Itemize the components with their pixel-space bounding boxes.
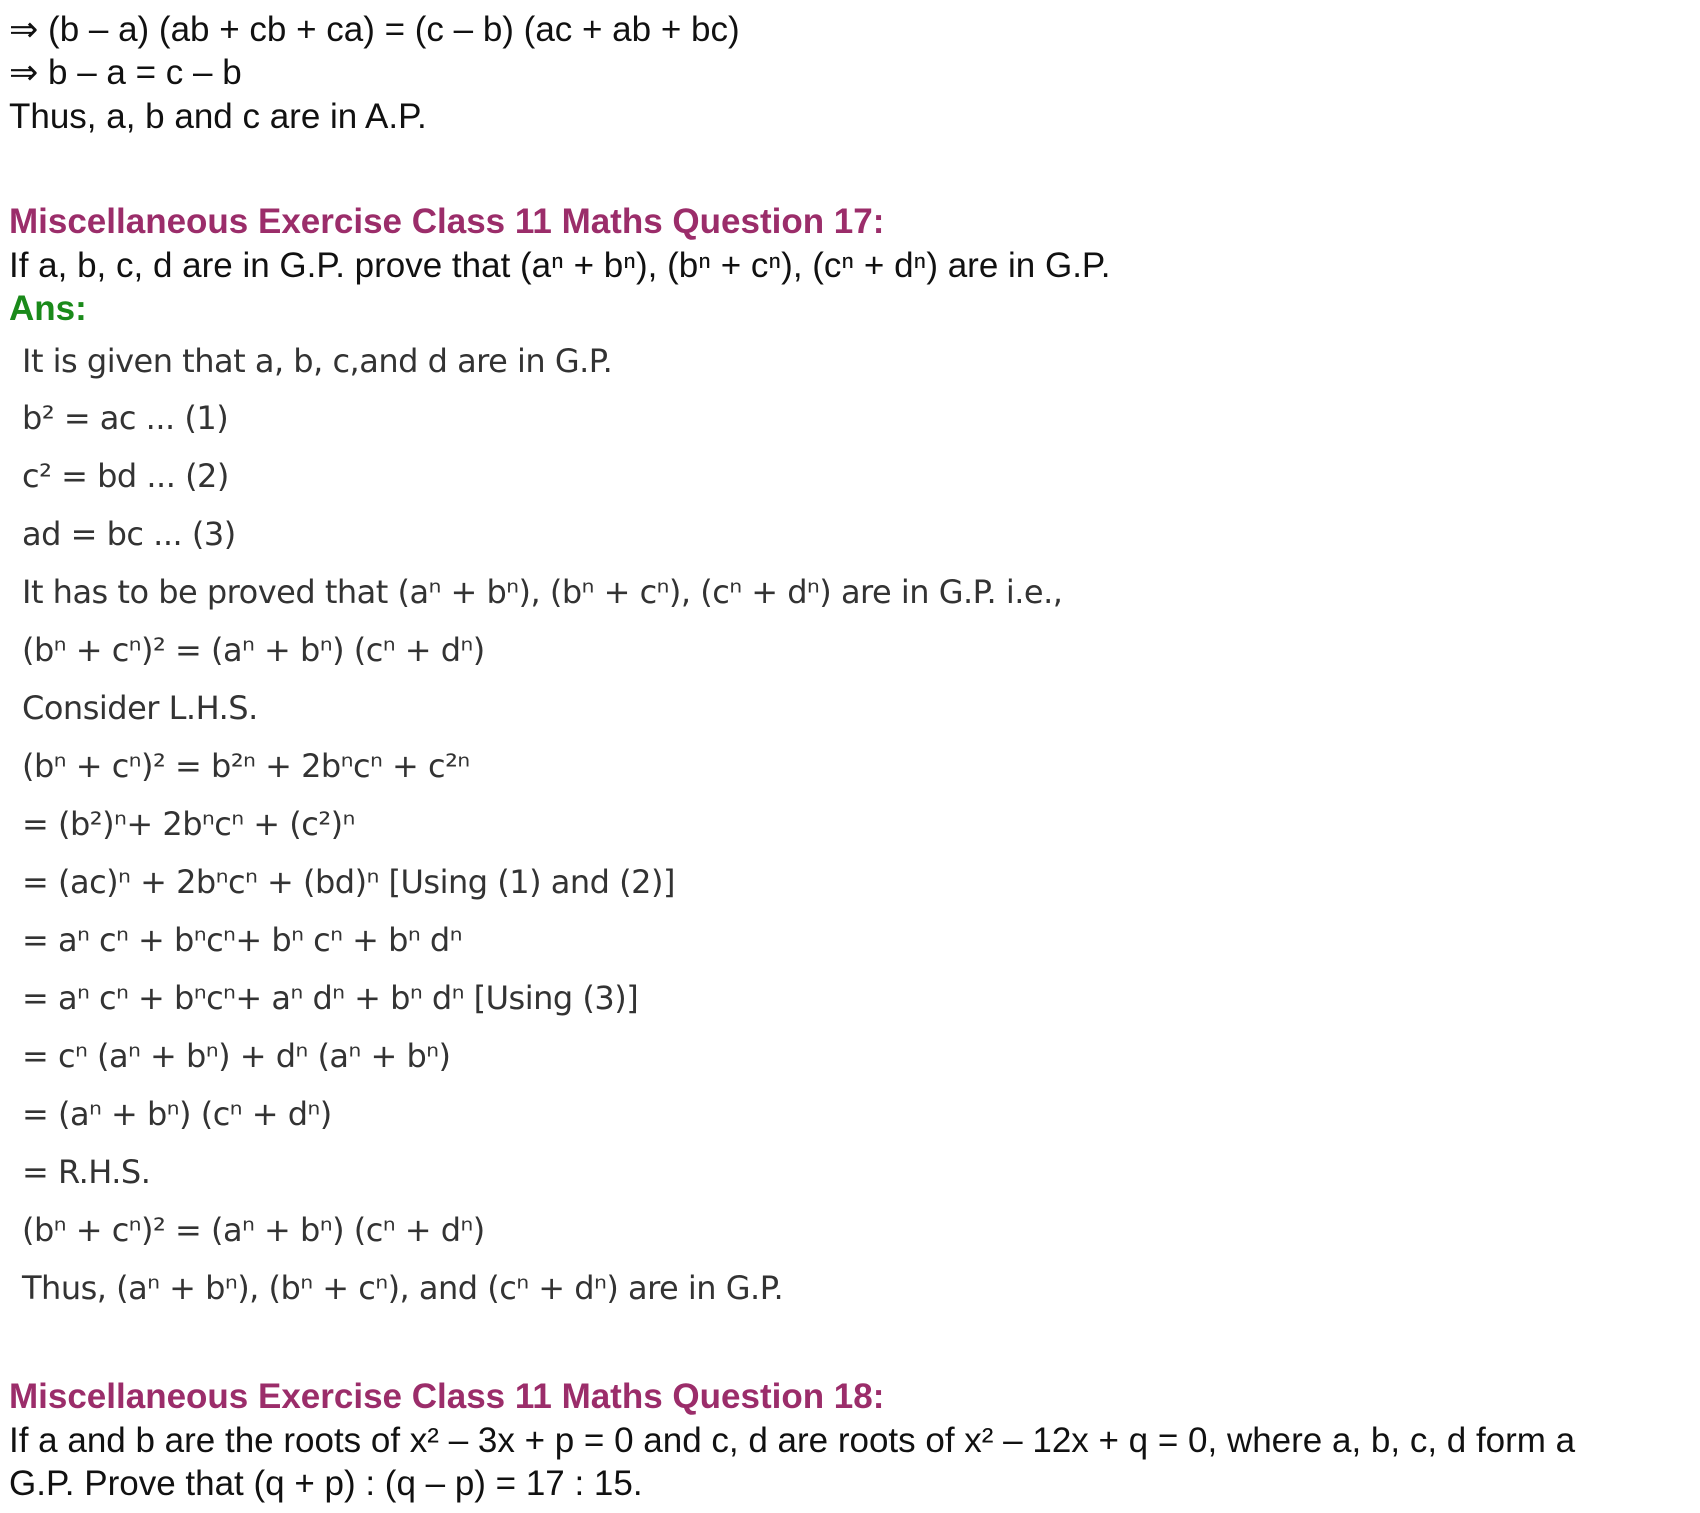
solution-line: Thus, (aⁿ + bⁿ), (bⁿ + cⁿ), and (cⁿ + dⁿ) are in G.P. [22, 1269, 784, 1307]
solution-line: (bⁿ + cⁿ)² = (aⁿ + bⁿ) (cⁿ + dⁿ) [22, 1211, 485, 1249]
solution-line: Consider L.H.S. [22, 689, 258, 727]
step-line-2: ⇒ b – a = c – b [9, 53, 242, 92]
solution-line: It is given that a, b, c,and d are in G.P. [22, 342, 613, 380]
solution-line: = aⁿ cⁿ + bⁿcⁿ+ aⁿ dⁿ + bⁿ dⁿ [Using (3)] [22, 979, 639, 1017]
question-18-heading: Miscellaneous Exercise Class 11 Maths Question 18: [9, 1377, 885, 1416]
solution-line: = (aⁿ + bⁿ) (cⁿ + dⁿ) [22, 1095, 332, 1133]
question-18-text-line-2: G.P. Prove that (q + p) : (q – p) = 17 : 15. [9, 1464, 643, 1503]
solution-line: = cⁿ (aⁿ + bⁿ) + dⁿ (aⁿ + bⁿ) [22, 1037, 451, 1075]
solution-line: (bⁿ + cⁿ)² = (aⁿ + bⁿ) (cⁿ + dⁿ) [22, 631, 485, 669]
step-line-1: ⇒ (b – a) (ab + cb + ca) = (c – b) (ac + ab + bc) [9, 10, 740, 49]
solution-line: (bⁿ + cⁿ)² = b²ⁿ + 2bⁿcⁿ + c²ⁿ [22, 747, 470, 785]
solution-line: = (b²)ⁿ+ 2bⁿcⁿ + (c²)ⁿ [22, 805, 355, 843]
solution-line: It has to be proved that (aⁿ + bⁿ), (bⁿ + cⁿ), (cⁿ + dⁿ) are in G.P. i.e., [22, 573, 1063, 611]
solution-line: = (ac)ⁿ + 2bⁿcⁿ + (bd)ⁿ [Using (1) and (2)] [22, 863, 675, 901]
solution-line: = aⁿ cⁿ + bⁿcⁿ+ bⁿ cⁿ + bⁿ dⁿ [22, 921, 462, 959]
solution-line: b² = ac ... (1) [22, 399, 229, 437]
question-17-text: If a, b, c, d are in G.P. prove that (aⁿ + bⁿ), (bⁿ + cⁿ), (cⁿ + dⁿ) are in G.P. [9, 246, 1111, 285]
conclusion-line: Thus, a, b and c are in A.P. [9, 97, 427, 136]
solution-line: c² = bd ... (2) [22, 457, 229, 495]
question-17-heading: Miscellaneous Exercise Class 11 Maths Question 17: [9, 202, 885, 241]
question-18-text-line-1: If a and b are the roots of x² – 3x + p = 0 and c, d are roots of x² – 12x + q = 0, where a, b, c, d form a [9, 1421, 1576, 1460]
solution-line: ad = bc ... (3) [22, 515, 236, 553]
solution-line: = R.H.S. [22, 1153, 151, 1191]
answer-label: Ans: [9, 289, 87, 328]
